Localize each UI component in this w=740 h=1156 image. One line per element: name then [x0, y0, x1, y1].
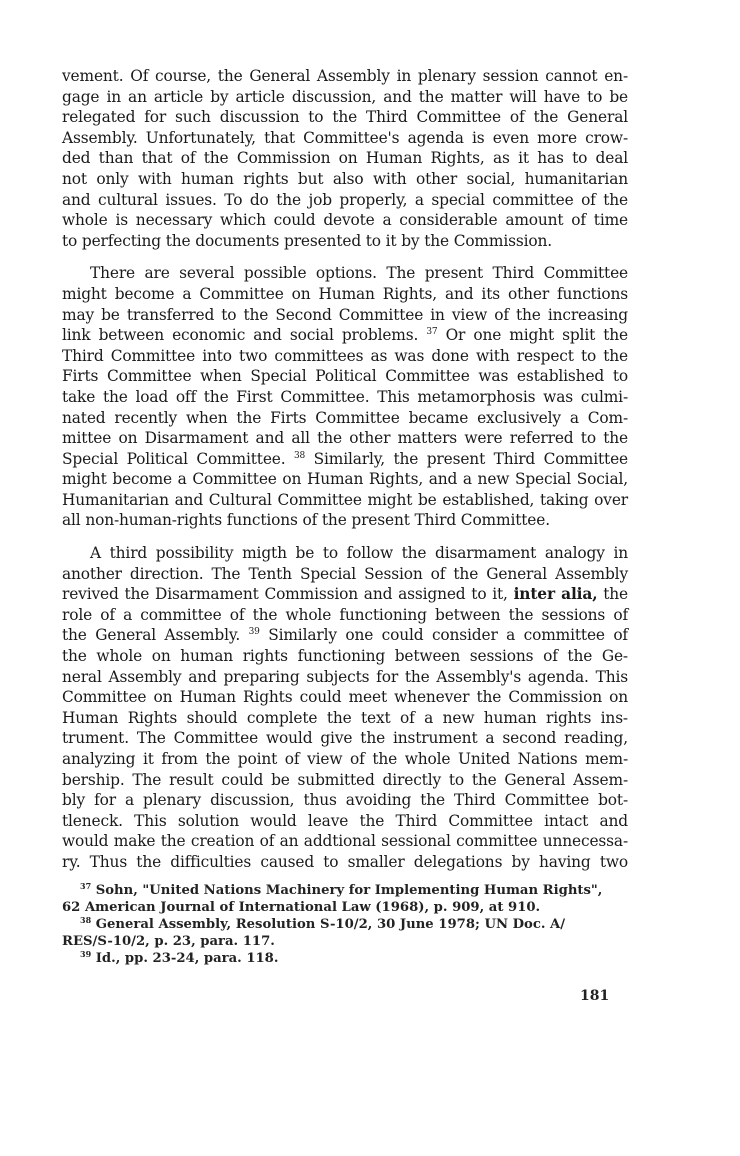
footnote-text: RES/S-10/2, p. 23, para. 117. — [62, 934, 275, 949]
text-line: role of a committee of the whole functioning between the sessions of — [62, 605, 628, 624]
text-line: ry. Thus the difficulties caused to smaller delegations by having two — [62, 852, 628, 871]
text-line: the whole on human rights functioning between sessions of the Ge- — [62, 647, 628, 666]
text-line: Humanitarian and Cultural Committee might be established, taking over — [62, 490, 628, 509]
text-line — [62, 325, 628, 346]
footnote-text: General Assembly, Resolution S-10/2, 30 June 1978; UN Doc. A/ — [95, 917, 566, 932]
footnote-number: 39 — [80, 949, 92, 959]
footnote-text: Sohn, "United Nations Machinery for Implementing Human Rights", — [95, 883, 603, 898]
text-span: the — [603, 585, 628, 604]
footnote-text: Id., pp. 23-24, para. 118. — [95, 951, 279, 966]
text-line: and cultural issues. To do the job properly, a special committee of the — [62, 190, 628, 209]
footnote-37 — [62, 882, 628, 899]
text-span: Special Political Committee. — [62, 449, 286, 468]
text-line: Assembly. Unfortunately, that Committee's agenda is even more crow- — [62, 128, 628, 147]
text-line: to perfecting the documents presented to it by the Commission. — [62, 231, 552, 250]
text-line: ded than that of the Commission on Human Rights, as it has to deal — [62, 149, 628, 168]
emphasis-inter-alia: inter alia, — [513, 585, 598, 604]
footnote-number: 37 — [80, 881, 92, 891]
text-line — [62, 625, 628, 646]
text-span: the General Assembly. — [62, 626, 241, 645]
text-line: There are several possible options. The present Third Committee — [90, 264, 628, 283]
paragraph-1 — [62, 66, 628, 251]
text-line: analyzing it from the point of view of the whole United Nations mem- — [62, 750, 628, 768]
text-line: relegated for such discussion to the Third Committee of the General — [62, 108, 628, 127]
text-line: Third Committee into two committees as was done with respect to the — [62, 346, 628, 365]
text-line: would make the creation of an addtional sessional committee unnecessa- — [62, 832, 628, 851]
text-line: tleneck. This solution would leave the Third Committee intact and — [62, 811, 628, 830]
text-line: trument. The Committee would give the instrument a second reading, — [62, 729, 628, 748]
paragraph-2 — [62, 263, 628, 531]
text-line: neral Assembly and preparing subjects for the Assembly's agenda. This — [62, 667, 628, 686]
text-span: revived the Disarmament Commission and assigned to it, — [62, 585, 508, 604]
text-line — [62, 449, 628, 470]
text-line: Committee on Human Rights could meet whenever the Commission on — [62, 688, 628, 707]
footnote-38 — [62, 916, 628, 933]
text-line: whole is necessary which could devote a considerable amount of time — [62, 211, 628, 230]
footnote-number: 38 — [80, 915, 92, 925]
text-line: not only with human rights but also with other social, humanitarian — [62, 169, 628, 188]
footnote-38-cont — [62, 933, 628, 950]
text-line: might become a Committee on Human Rights, and a new Special Social, — [62, 470, 628, 489]
text-line: gage in an article by article discussion, and the matter will have to be — [62, 87, 628, 106]
footnote-ref-39: 39 — [248, 627, 260, 638]
text-line: Firts Committee when Special Political Committee was established to — [62, 367, 628, 386]
paragraph-3 — [62, 543, 628, 873]
text-line: A third possibility migth be to follow the disarmament analogy in — [90, 544, 628, 563]
text-line: mittee on Disarmament and all the other matters were referred to the — [62, 429, 628, 448]
footnote-ref-38: 38 — [293, 450, 306, 461]
text-span: Similarly, the present Third Committee — [313, 449, 628, 468]
footnote-text: 62 American Journal of International Law (1968), p. 909, at 910. — [62, 900, 541, 915]
text-line: vement. Of course, the General Assembly in plenary session cannot en- — [62, 67, 628, 85]
footnote-ref-37: 37 — [426, 327, 438, 338]
text-line — [62, 584, 628, 605]
text-span: Similarly one could consider a committee of — [268, 626, 628, 645]
text-line: take the load off the First Committee. This metamorphosis was culmi- — [62, 387, 628, 406]
text-line: bly for a plenary discussion, thus avoiding the Third Committee bot- — [62, 791, 628, 810]
text-line: might become a Committee on Human Rights, and its other functions — [62, 284, 628, 303]
text-span: Or one might split the — [445, 326, 628, 345]
text-line: bership. The result could be submitted directly to the General Assem- — [62, 770, 628, 789]
text-span: link between economic and social problems. — [62, 326, 419, 345]
text-line: may be transferred to the Second Committee in view of the increasing — [62, 305, 628, 324]
page-body — [62, 66, 628, 873]
text-line: another direction. The Tenth Special Session of the General Assembly — [62, 564, 628, 583]
text-line: all non-human-rights functions of the present Third Committee. — [62, 511, 550, 530]
footnote-39 — [62, 950, 628, 967]
text-line: Human Rights should complete the text of a new human rights ins- — [62, 708, 628, 727]
footnotes — [62, 882, 628, 967]
footnote-37-cont — [62, 899, 628, 916]
text-line: nated recently when the Firts Committee became exclusively a Com- — [62, 408, 628, 427]
page-number: 181 — [580, 988, 610, 1004]
